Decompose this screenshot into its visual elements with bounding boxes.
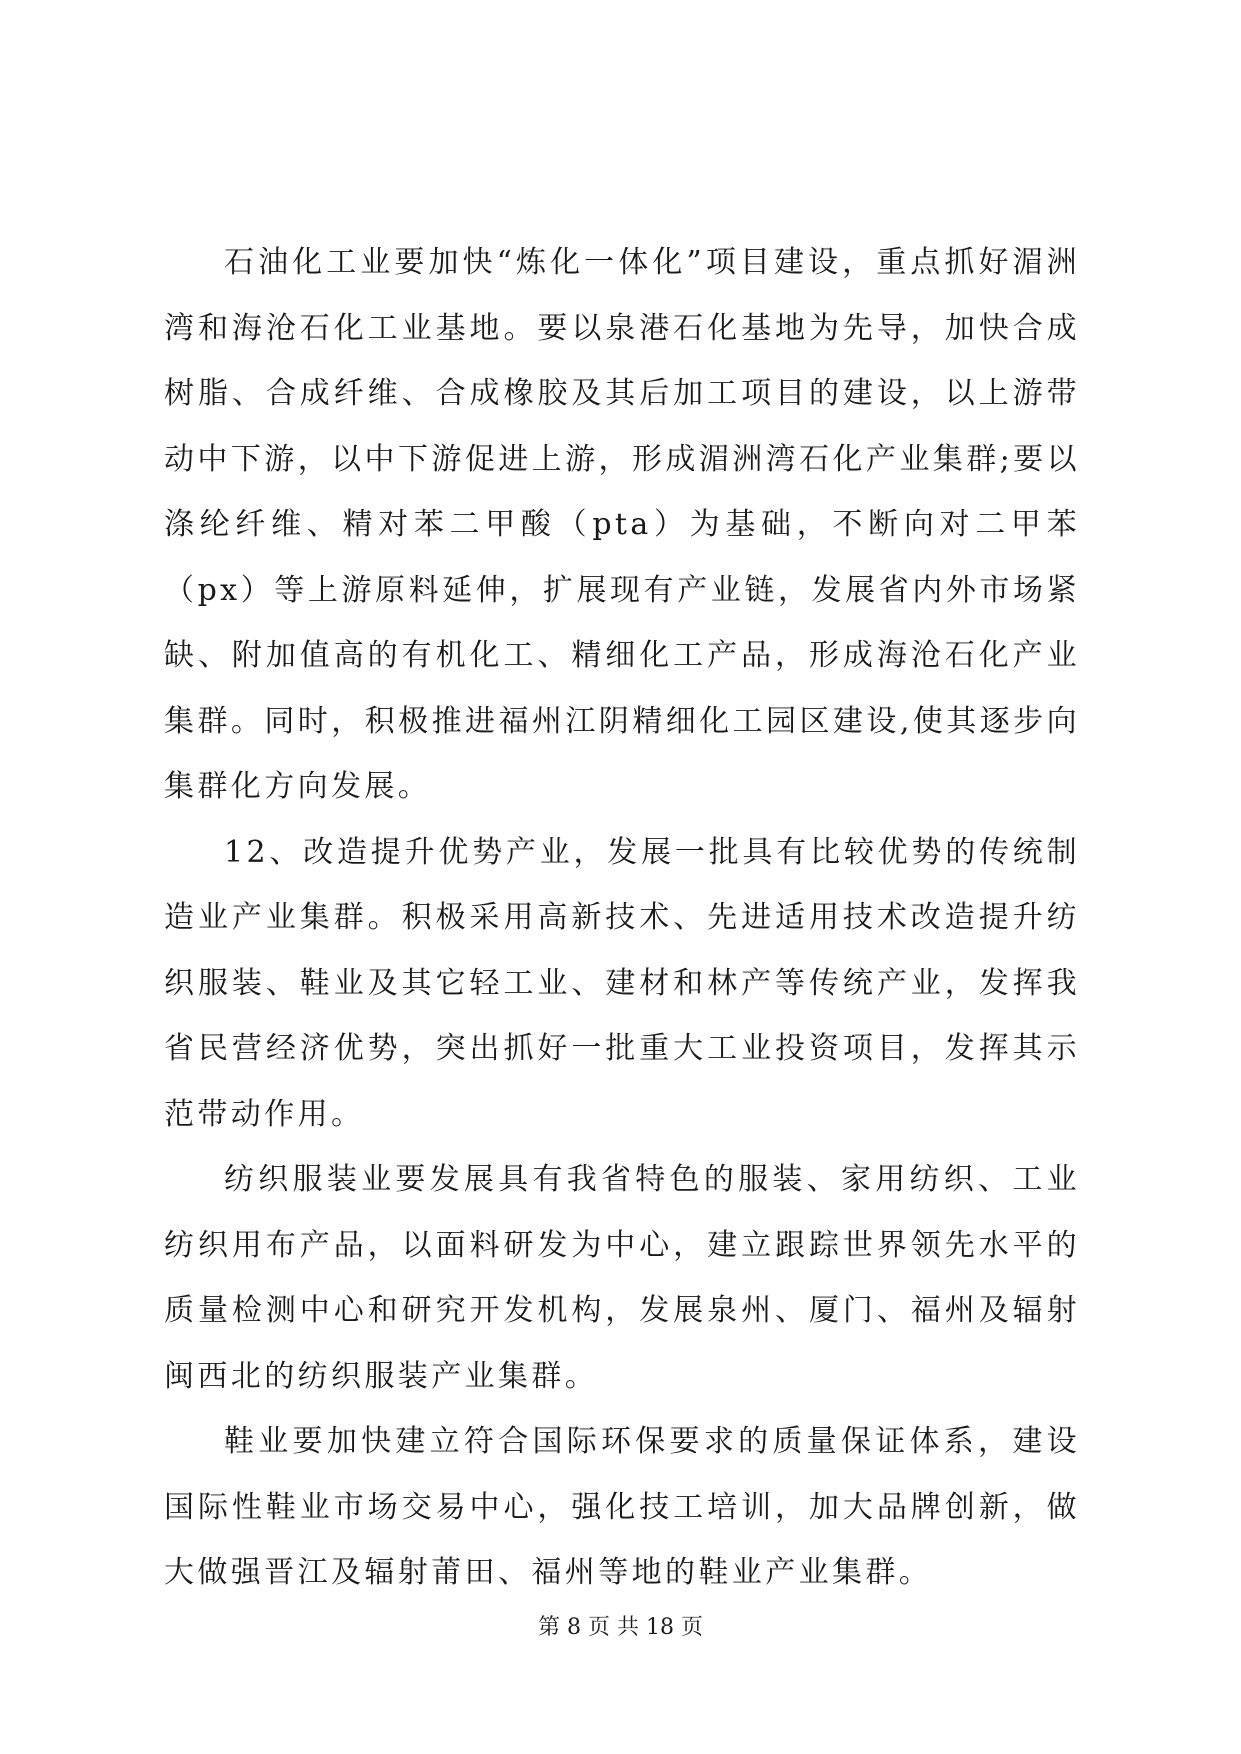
paragraph-upgrade-industries: 12、改造提升优势产业，发展一批具有比较优势的传统制造业产业集群。积极采用高新技术、先进适用技术改造提升纺织服装、鞋业及其它轻工业、建材和林产等传统产业，发挥我省民营经济优势，突出抓好一批重大工业投资项目，发挥其示范带动作用。 [164,834,1080,1132]
document-body [164,230,1080,1606]
page-number-footer: 第 8 页 共 18 页 [538,1615,703,1640]
paragraph-footwear: 鞋业要加快建立符合国际环保要求的质量保证体系，建设国际性鞋业市场交易中心，强化技工培训，加大品牌创新，做大做强晋江及辐射莆田、福州等地的鞋业产业集群。 [164,1424,1080,1590]
paragraph-textile-apparel: 纺织服装业要发展具有我省特色的服装、家用纺织、工业纺织用布产品，以面料研发为中心，建立跟踪世界领先水平的质量检测中心和研究开发机构，发展泉州、厦门、福州及辐射闽西北的纺织服装产业集群。 [164,1162,1080,1394]
paragraph-petrochemical: 石油化工业要加快“炼化一体化”项目建设，重点抓好湄洲湾和海沧石化工业基地。要以泉港石化基地为先导，加快合成树脂、合成纤维、合成橡胶及其后加工项目的建设，以上游带动中下游，以中下游促进上游，形成湄洲湾石化产业集群;要以涤纶纤维、精对苯二甲酸（pta）为基础，不断向对二甲苯（px）等上游原料延伸，扩展现有产业链，发展省内外市场紧缺、附加值高的有机化工、精细化工产品，形成海沧石化产业集群。同时，积极推进福州江阴精细化工园区建设,使其逐步向集群化方向发展。 [164,245,1080,804]
